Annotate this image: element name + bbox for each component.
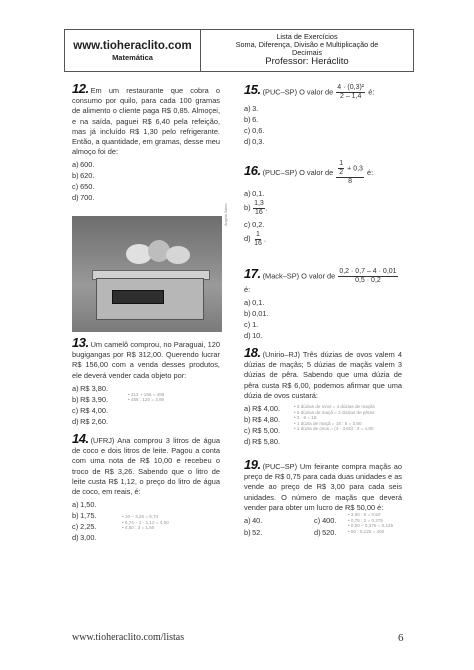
option-value: 520. [322,528,337,538]
option-key: a) [72,383,79,393]
question-14-text [72,431,220,497]
option-value: 0,1. [252,298,265,308]
option-key: d) [314,528,321,538]
option-value: 3. [252,104,259,113]
option-value: 10. [252,331,263,341]
option-b: b) $\frac{1,3}{16}$ . [244,200,268,216]
note-line: • 0,75 : 2 = 0,375 [348,517,383,523]
note-line: • 3 dúzias de ovos = 4 dúzias de maçãs [294,404,375,410]
header-list-title: Lista de Exercícios [276,32,338,42]
note-line: • 50 : 0,125 = 400 [348,528,385,534]
footer-site: www.tioheraclito.com/listas [72,632,185,643]
option-a [72,500,220,511]
option-key: b) [244,528,251,538]
option-key: d) [72,193,79,203]
option-value: 0,2. [252,220,265,229]
option-fraction [253,231,263,248]
option-c [244,320,402,331]
note-line: • 5 dúzias de maçã = 3 dúzias de pêras [294,409,375,415]
option-key: c) [72,522,79,532]
option-c [72,406,220,417]
question-15-prefix: (PUC–SP) O valor de [262,87,334,97]
question-17-text [244,268,402,295]
question-13-statement: Um camelô comprou, no Paraguai, 120 bugigangas por R$ 312,00. Querendo lucrar R$ 156,00 com a venda desses produtos, ele deverá vender cada objeto por: [72,340,220,380]
option-key: b) [244,115,251,124]
option-key: b) [72,394,79,404]
option-value: R$ 5,80. [252,437,281,447]
expression-fraction [338,268,397,285]
option-c [72,182,220,193]
option-b [244,115,402,126]
question-15 [244,84,402,148]
note-line: • 6,74 – 2 · 1,12 = 4,50 [122,519,169,525]
question-17 [244,268,402,342]
option-key: d) [244,234,251,244]
header-brand [65,30,201,71]
solution-note [294,404,375,432]
option-key: d) [244,137,251,146]
numerator-addend: + 0,3 [347,165,363,173]
fraction-denominator: 16 [255,209,263,216]
header-topic-line1: Soma, Diferença, Divisão e Multiplicação de [235,40,379,50]
option-value: 600. [80,160,95,170]
question-16-suffix: é: [366,167,374,177]
question-14-statement: (UFRJ) Ana comprou 3 litros de água de coco e dois litros de leite. Pagou a conta com uma nota de R$ 10,00 e recebeu o troco de R$ 3,26. Sabendo que o litro de leite custa R$ 1,12, o preço do litro de água de coco, em reais, é: [72,436,220,497]
option-fraction [253,200,265,217]
photo-credit: Angela Saleo [224,203,228,226]
option-c [314,516,336,527]
option-value: 6. [252,115,259,124]
note-line: • 468 : 120 = 3,90 [128,397,165,403]
option-key: a) [72,500,79,510]
fraction-denominator: 16 [254,240,262,247]
fraction-denominator: 2 – 1,4 [340,93,362,100]
option-value: R$ 5,00. [252,426,281,436]
question-number: 17. [244,266,261,282]
question-19-statement: (PUC–SP) Um feirante compra maçãs ao preço de R$ 0,75 para cada duas unidades e as vende ao preço de R$ 3,00 para cada seis unidades. O número de maçãs que deverá vender para obter um lucro de R$ 50,00 é: [244,462,402,512]
question-18-options [244,404,402,448]
question-18-text [244,345,402,401]
fraction-numerator: 4 · (0,3)² [337,84,365,91]
fraction-denominator: 8 [348,178,353,185]
option-key: b) [244,203,251,213]
option-value: 0,6. [252,126,265,135]
option-value: 2,25. [80,522,97,532]
scale-photo [72,216,222,332]
option-value: R$ 2,60. [80,416,109,426]
page-number: 6 [398,632,404,644]
inner-fraction [338,160,344,177]
question-number: 14. [72,431,89,446]
fraction-numerator: 1 [256,231,260,238]
question-number: 13. [72,335,89,350]
question-19 [244,457,402,540]
option-d [72,417,220,428]
option-key: c) [244,320,251,330]
question-13 [72,335,220,428]
expression-fraction [336,160,364,186]
note-line: • 1 dúzia de maçã = 18 : 5 = 3,60 [294,420,362,426]
header-site: www.tioheraclito.com [73,39,192,52]
option-value: 0,01. [252,309,269,319]
question-16-text [244,160,402,186]
option-d: d) $\frac{1}{16}$ . [244,231,266,247]
option-c [244,126,402,137]
question-14 [72,431,220,544]
inner-numerator: 1 [339,160,344,167]
solution-note [348,512,393,534]
question-12-statement: Em um restaurante que cobra o consumo por quilo, para cada 100 gramas de alimento o cliente paga R$ 0,85. Almoçei, e na saída, paguei R$ 6,40 pela refeição, mas já incluído R$ 1,30 pelo refrigerante. Então, a quantidade, em gramas, desse meu almoço foi de: [72,86,220,157]
option-key: c) [72,182,79,192]
expression-fraction [336,84,365,101]
note-line: • 3 · 6 = 18 [294,415,317,421]
question-number: 19. [244,457,261,472]
option-key: a) [244,404,251,414]
question-15-options [244,104,402,148]
header-professor: Professor: Heráclito [265,56,349,68]
page-header [64,29,414,72]
solution-note [128,392,164,403]
option-b [244,528,262,539]
question-12-text [72,81,220,157]
option-key: c) [72,405,79,415]
option-value: 52. [252,528,263,538]
option-key: c) [244,126,251,135]
option-key: b) [244,309,251,319]
option-d [72,193,220,204]
option-value: R$ 3,90. [80,394,109,404]
question-number: 12. [72,81,89,96]
question-16-prefix: (PUC–SP) O valor de [262,167,334,177]
note-line: • 4,50 : 3 = 1,50 [122,525,155,531]
option-value: 400. [322,516,337,526]
option-b [244,309,402,320]
option-value: R$ 4,00. [80,405,109,415]
option-key: d) [72,416,79,426]
option-value: 0,1. [252,189,265,198]
question-19-options [244,512,402,540]
inner-denominator: 2 [339,169,344,176]
question-13-options [72,384,220,428]
option-a [244,104,402,115]
option-key: a) [244,189,251,198]
fraction-numerator: 1,3 [254,200,264,207]
header-subject: Matemática [112,52,153,62]
option-value: 700. [80,193,95,203]
option-key: a) [72,160,79,170]
question-16 [244,160,402,251]
option-value: 1. [252,320,259,330]
option-d [244,137,402,148]
question-14-options [72,500,220,544]
header-topic-line2: Decimais [291,48,322,58]
option-value: 0,3. [252,137,265,146]
fraction-numerator: 0,2 · 0,7 – 4 · 0,01 [339,268,397,275]
option-value: R$ 4,80. [252,415,281,425]
option-key: c) [244,426,251,436]
option-a [244,516,262,527]
option-value: 40. [252,516,263,526]
question-16-options [244,189,402,251]
question-17-options [244,298,402,342]
question-17-suffix: é: [244,285,251,294]
scale-display [112,290,164,304]
question-19-text [244,457,402,513]
question-number: 16. [244,162,261,178]
question-number: 15. [244,82,261,98]
solution-note [122,514,169,531]
option-a [72,160,220,171]
option-key: d) [244,331,251,341]
option-value: 3,00. [80,533,97,543]
question-number: 18. [244,345,261,360]
question-12 [72,81,220,204]
option-key: b) [244,415,251,425]
option-d [72,533,220,544]
note-line: • 0,50 – 0,375 = 0,125 [348,523,394,529]
question-15-suffix: é: [368,87,375,97]
option-value: 1,75. [80,511,97,521]
question-13-text [72,335,220,381]
option-d [244,437,402,448]
option-b [72,171,220,182]
note-line: • 3,00 : 6 = 0,50 [348,512,381,518]
option-key: c) [244,220,251,229]
fraction-denominator: 0,5 · 0,2 [355,277,381,284]
option-d [244,331,402,342]
question-15-text [244,84,402,101]
question-12-options [72,160,220,204]
note-line: • 10 – 3,26 = 6,74 [122,514,159,520]
option-key: a) [244,516,251,526]
question-18-statement: (Unirio–RJ) Três dúzias de ovos valem 4 dúzias de maçãs; 5 dúzias de maçãs valem 3 dúzias de pêra. Sabendo que uma dúzia de pêra custa R$ 6,00, podemos afirmar que uma dúzia de ovos custará: [244,350,402,400]
option-value: 650. [80,182,95,192]
option-key: a) [244,298,251,308]
option-key: d) [244,437,251,447]
question-18 [244,345,402,448]
note-line: • 312 + 156 = 468 [128,391,165,397]
option-key: d) [72,533,79,543]
option-d [314,528,336,539]
question-17-prefix: (Mack–SP) O valor de [262,271,336,281]
fraction-numerator [336,160,364,178]
option-value: 1,50. [80,500,97,510]
option-value: R$ 4,00. [252,404,281,414]
option-a [244,189,402,200]
header-info [201,30,413,71]
note-line: • 1 dúzia de ovos = (4 · 3,60) : 3 = 4,80 [294,426,374,432]
food-item [166,246,190,264]
option-c [244,220,402,231]
option-key: c) [314,516,321,526]
option-value: 620. [80,171,95,181]
option-key: b) [72,511,79,521]
option-key: a) [244,104,251,113]
option-value: R$ 3,80. [80,383,109,393]
option-key: b) [72,171,79,181]
option-a [244,298,402,309]
